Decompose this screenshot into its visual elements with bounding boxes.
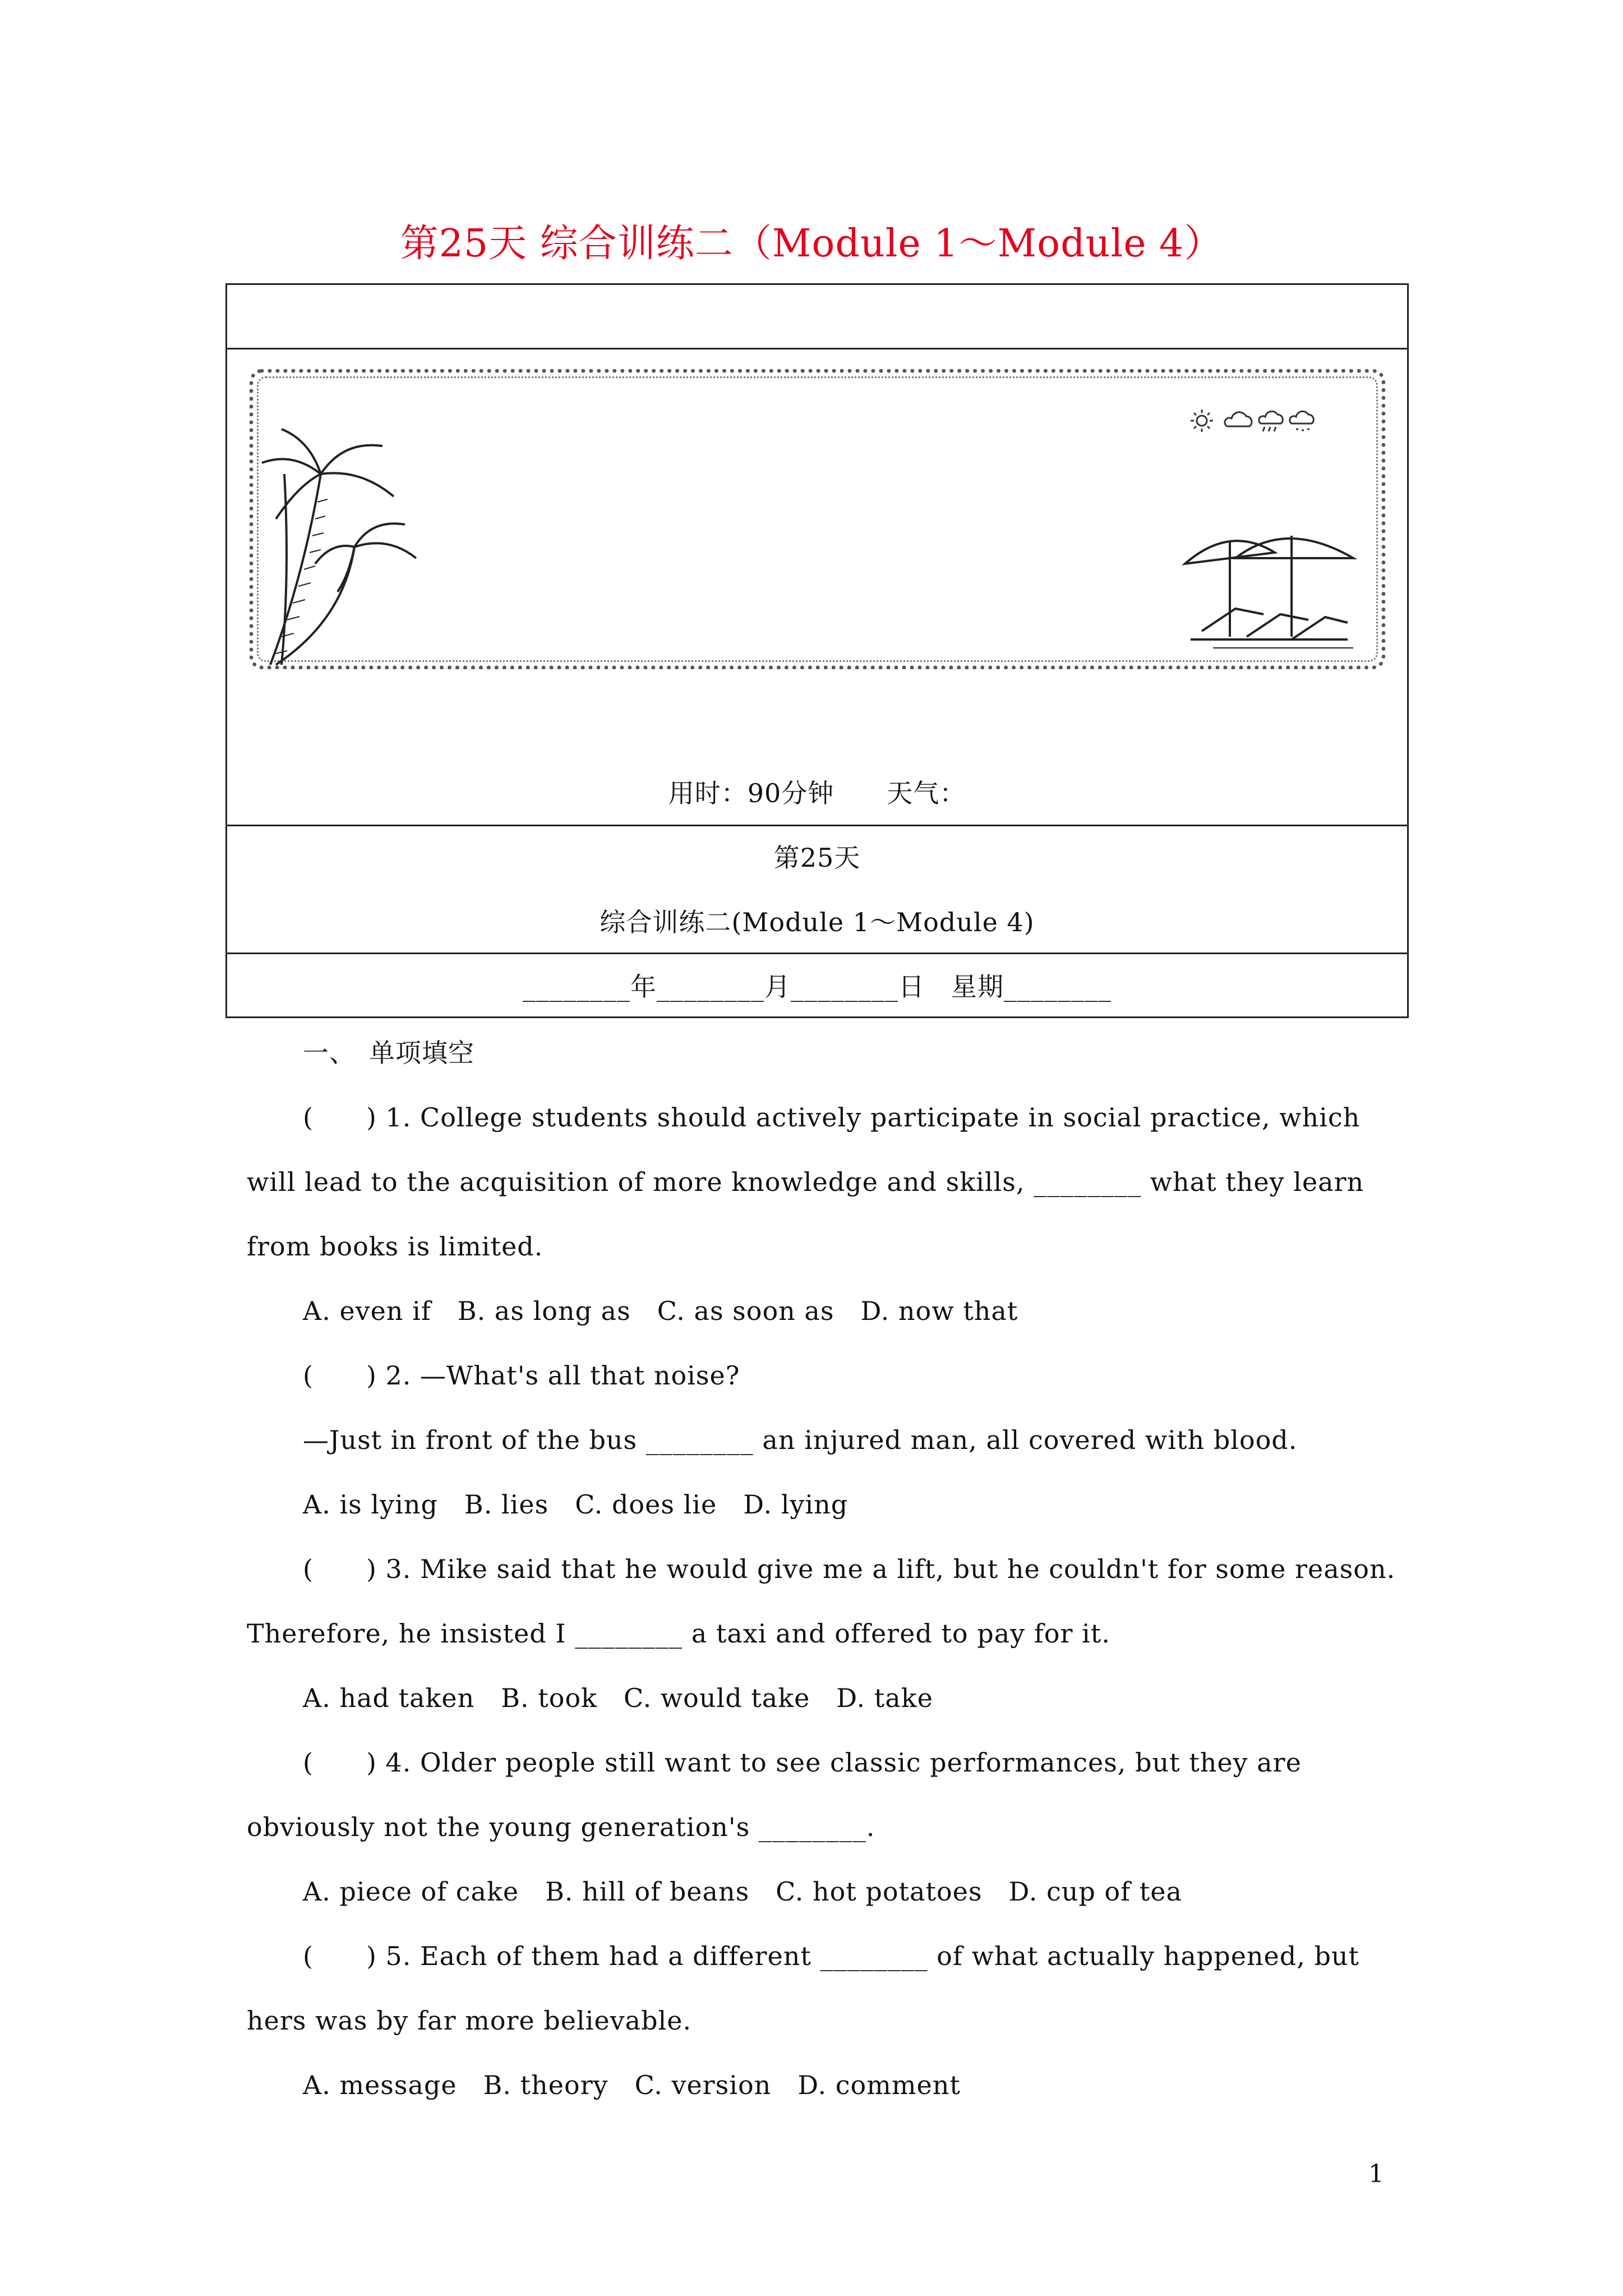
table-divider [227, 825, 1407, 826]
training-subtitle: 综合训练二(Module 1～Module 4) [600, 907, 1035, 937]
weather-cloud-sun-icon [1225, 412, 1252, 426]
section-heading: 一、 单项填空 [303, 1038, 474, 1068]
page-number: 1 [1368, 2160, 1384, 2188]
question-line: ( ) 5. Each of them had a different ________ of what actually happened, but [303, 1941, 1360, 1971]
question-line: —Just in front of the bus ________ an injured man, all covered with blood. [303, 1425, 1298, 1455]
date-line: ________年________月________日 星期________ [523, 972, 1112, 1002]
question-line: ( ) 3. Mike said that he would give me a lift, but he couldn't for some reason. [303, 1554, 1396, 1584]
page-title: 第25天 综合训练二（Module 1～Module 4） [400, 222, 1223, 266]
question-options: A. even if B. as long as C. as soon as D. now that [303, 1296, 1018, 1326]
table-divider [227, 348, 1407, 349]
question-line: from books is limited. [247, 1231, 543, 1262]
palm-tree-icon [259, 407, 427, 670]
question-options: A. message B. theory C. version D. comment [303, 2070, 961, 2100]
question-options: A. had taken B. took C. would take D. take [303, 1683, 933, 1713]
weather-cloud-snow-icon [1290, 411, 1314, 424]
decorative-banner [250, 369, 1385, 669]
question-line: obviously not the young generation's ________. [247, 1812, 875, 1842]
weather-icons [1191, 407, 1320, 435]
question-line: will lead to the acquisition of more knowledge and skills, ________ what they learn [247, 1167, 1364, 1197]
question-line: ( ) 1. College students should actively participate in social practice, which [303, 1102, 1361, 1133]
beach-umbrella-icon [1179, 519, 1364, 659]
question-line: ( ) 4. Older people still want to see classic performances, but they are [303, 1747, 1302, 1778]
day-label: 第25天 [773, 843, 861, 873]
header-table [225, 283, 1409, 1018]
question-options: A. piece of cake B. hill of beans C. hot potatoes D. cup of tea [303, 1876, 1182, 1907]
question-line: ( ) 2. —What's all that noise? [303, 1360, 740, 1391]
question-options: A. is lying B. lies C. does lie D. lying [303, 1489, 849, 1520]
table-divider [227, 953, 1407, 954]
question-line: hers was by far more believable. [247, 2005, 692, 2036]
question-line: Therefore, he insisted I ________ a taxi and offered to pay for it. [247, 1618, 1110, 1649]
weather-sun-icon [1197, 416, 1207, 426]
time-weather-label: 用时：90分钟 天气： [668, 778, 966, 808]
weather-cloud-rain-icon [1259, 411, 1283, 424]
